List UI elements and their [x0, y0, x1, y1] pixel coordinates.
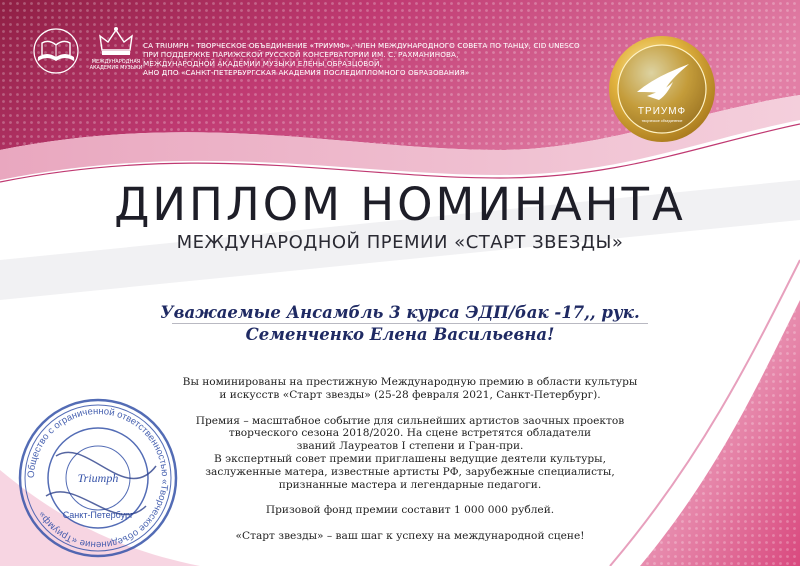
organizer-line: МЕЖДУНАРОДНОЙ АКАДЕМИИ МУЗЫКИ ЕЛЕНЫ ОБРАЗЦОВОЙ, [143, 59, 382, 68]
body-line: творческого сезона 2018/2020. На сцене встретятся обладатели [228, 427, 592, 440]
body-line: В экспертный совет премии приглашены ведущие деятели культуры, [214, 452, 606, 465]
divider [172, 323, 648, 324]
diploma-subtitle: МЕЖДУНАРОДНОЙ ПРЕМИИ «СТАРТ ЗВЕЗДЫ» [176, 232, 624, 253]
body-line: признанные мастера и легендарные педагоги. [278, 478, 542, 491]
academy-logo-caption: МЕЖДУНАРОДНАЯ АКАДЕМИЯ МУЗЫКИ [89, 59, 143, 71]
organizer-line: АНО ДПО «САНКТ-ПЕТЕРБУРГСКАЯ АКАДЕМИЯ ПОСЛЕДИПЛОМНОГО ОБРАЗОВАНИЯ» [143, 68, 470, 77]
body-line: Премия – масштабное событие для сильнейших артистов заочных проектов [195, 414, 625, 427]
recipient-greeting [120, 302, 680, 346]
body-line: заслуженные матера, известные артисты РФ, зарубежные специалисты, [205, 465, 615, 478]
stamp-center-text: Triumph [77, 471, 119, 485]
body-line: Вы номинированы на престижную Международную премию в области культуры [182, 376, 638, 388]
recipient-line: Семенченко Елена Васильевна! [245, 325, 555, 344]
diploma-body [160, 376, 660, 543]
body-line: званий Лауреатов I степени и Гран-при. [296, 440, 524, 453]
crown-logo-icon [96, 24, 136, 58]
stamp-city-text: Санкт-Петербург [62, 510, 134, 520]
body-line: и искусств «Старт звезды» (25-28 февраля 2021, Санкт-Петербург). [219, 388, 601, 401]
organizer-line: ПРИ ПОДДЕРЖКЕ ПАРИЖСКОЙ РУССКОЙ КОНСЕРВАТОРИИ ИМ. С. РАХМАНИНОВА, [143, 50, 459, 59]
recipient-line: Уважаемые Ансамбль 3 курса ЭДП/бак -17,, рук. [160, 303, 640, 322]
medal-sublabel: творческое объединение [641, 119, 683, 123]
organizer-line: СА TRIUMPH - ТВОРЧЕСКОЕ ОБЪЕДИНЕНИЕ «ТРИУМФ», ЧЛЕН МЕЖДУНАРОДНОГО СОВЕТА ПО ТАНЦУ, CID UNESCO [143, 41, 580, 50]
organizer-info [143, 41, 603, 77]
stamp-outer-text: Общество с ограниченной ответственностью «Творческое объединение «Триумф» [25, 405, 171, 551]
book-logo-icon [28, 27, 84, 77]
medal-label: ТРИУМФ [637, 106, 687, 117]
triumph-medal-icon [607, 34, 717, 144]
slogan-line: «Старт звезды» – ваш шаг к успеху на международной сцене! [235, 530, 585, 543]
diploma-title: ДИПЛОМ НОМИНАНТА [114, 178, 686, 231]
prize-fund-line: Призовой фонд премии составит 1 000 000 рублей. [265, 504, 555, 517]
official-stamp-icon [16, 396, 180, 560]
